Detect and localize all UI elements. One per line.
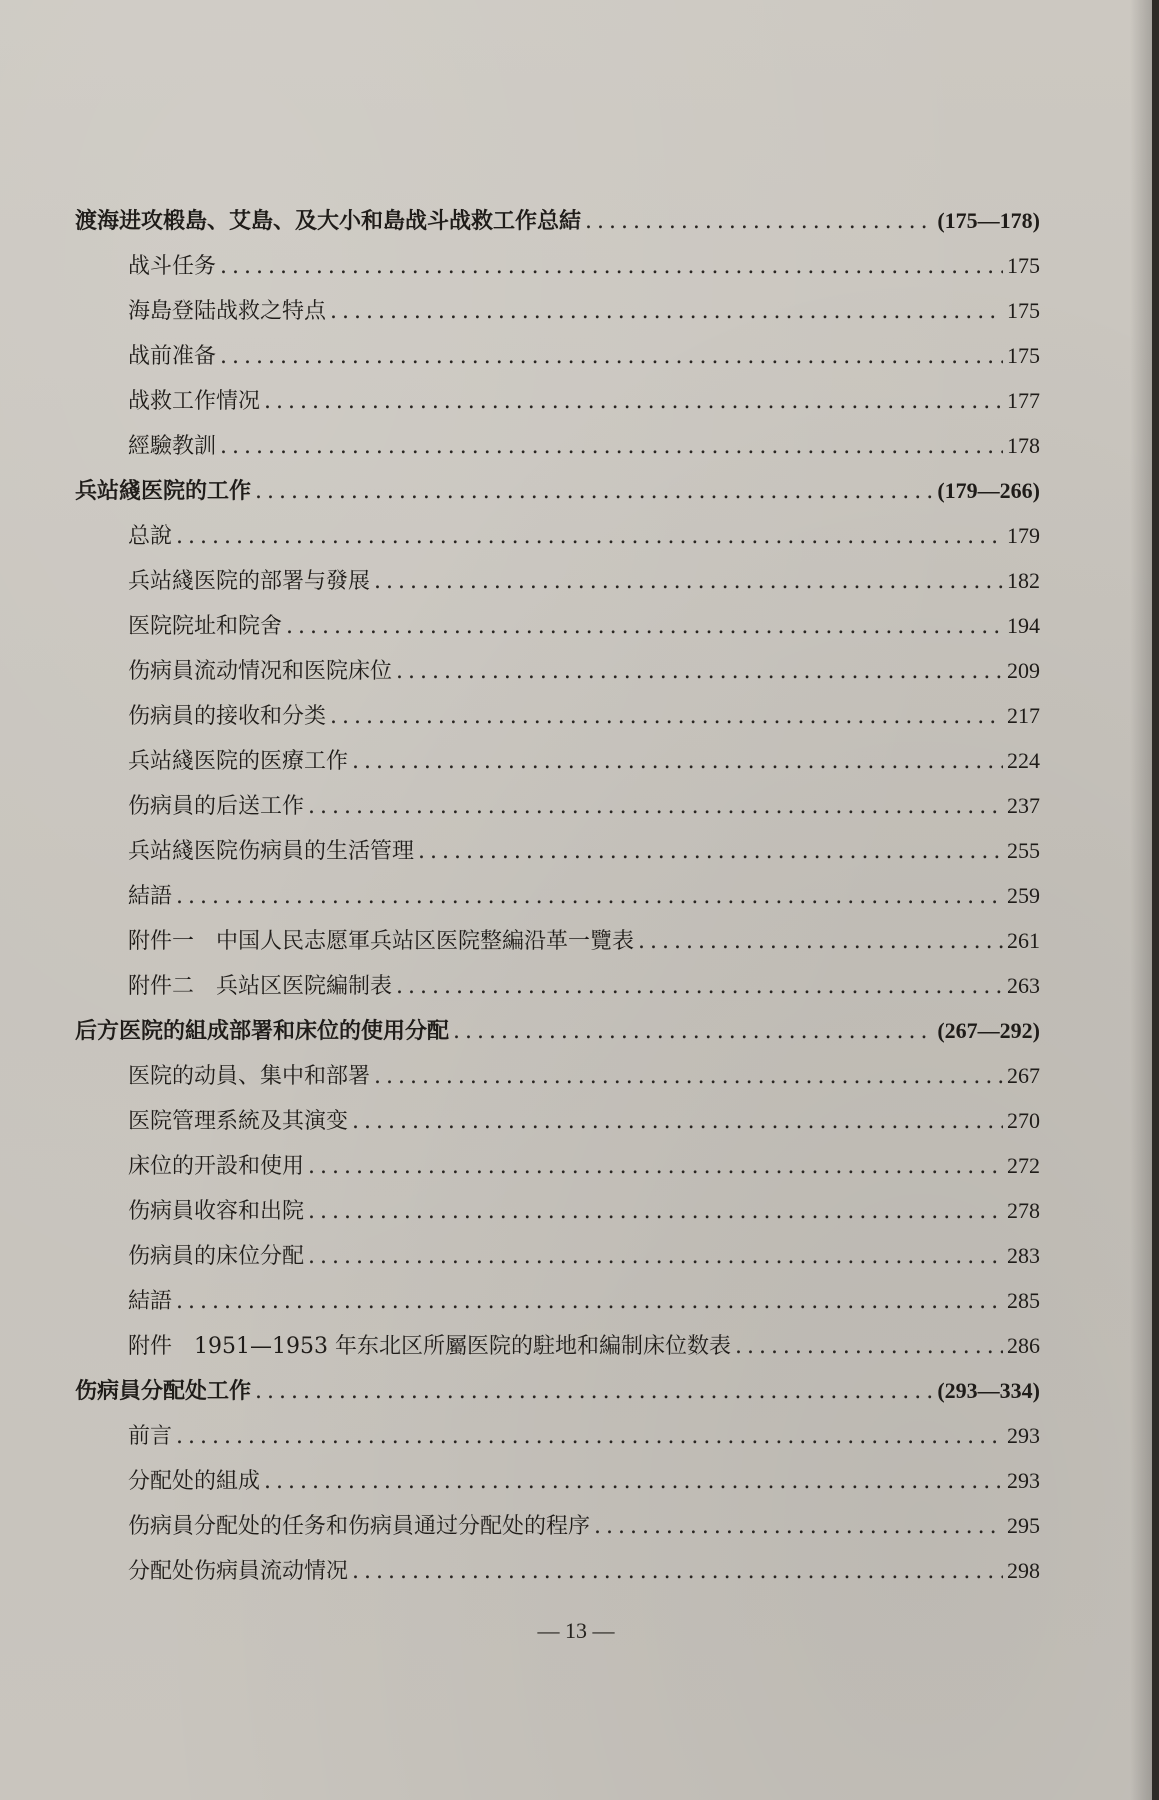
toc-entry-row <box>0 288 1040 333</box>
toc-entry-title: 伤病員的后送工作 <box>128 794 305 819</box>
dot-leader <box>176 874 1003 919</box>
toc-entry-title: 医院管理系統及其演变 <box>128 1109 349 1134</box>
toc-entry-row <box>0 873 1040 918</box>
dot-leader <box>330 694 1003 739</box>
toc-entry-row <box>0 918 1040 963</box>
toc-entry-title: 伤病員分配处的任务和伤病員通过分配处的程序 <box>128 1514 591 1539</box>
dot-leader <box>255 1369 933 1414</box>
toc-entry-title: 分配处伤病員流动情况 <box>128 1559 349 1584</box>
toc-section-row <box>0 1008 1040 1053</box>
toc-entry-title: 分配处的組成 <box>128 1469 261 1494</box>
toc-entry-row <box>0 783 1040 828</box>
dot-leader <box>585 199 933 244</box>
toc-section-row <box>0 468 1040 513</box>
toc-entry-page: 237 <box>1007 793 1040 818</box>
toc-entry-row <box>0 693 1040 738</box>
toc-entry-page: 272 <box>1007 1153 1040 1178</box>
toc-entry-row <box>0 648 1040 693</box>
toc-entry-page: 175 <box>1007 298 1040 323</box>
toc-entry-row <box>0 1233 1040 1278</box>
dot-leader <box>374 1054 1003 1099</box>
toc-entry-page: 295 <box>1007 1513 1040 1538</box>
toc-entry-title: 医院的动員、集中和部署 <box>128 1064 371 1089</box>
toc-section-title: 兵站綫医院的工作 <box>75 478 252 504</box>
toc-section-row <box>0 198 1040 243</box>
table-of-contents <box>0 198 1152 1593</box>
toc-entry-row <box>0 1548 1040 1593</box>
toc-entry-row <box>0 828 1040 873</box>
dot-leader <box>352 1549 1003 1594</box>
toc-entry-page: 217 <box>1007 703 1040 728</box>
toc-entry-page: 175 <box>1007 343 1040 368</box>
toc-entry-page: 194 <box>1007 613 1040 638</box>
toc-entry-title: 前言 <box>128 1424 173 1449</box>
toc-entry-row <box>0 1278 1040 1323</box>
toc-entry-page: 209 <box>1007 658 1040 683</box>
toc-section-page-range: (293—334) <box>937 1378 1040 1403</box>
toc-entry-page: 175 <box>1007 253 1040 278</box>
dot-leader <box>308 1189 1003 1234</box>
dot-leader <box>396 649 1003 694</box>
toc-entry-page: 263 <box>1007 973 1040 998</box>
dot-leader <box>453 1009 933 1054</box>
toc-section-title: 伤病員分配处工作 <box>75 1378 252 1404</box>
dot-leader <box>264 379 1003 424</box>
toc-entry-title: 伤病員的接收和分类 <box>128 704 327 729</box>
toc-entry-page: 278 <box>1007 1198 1040 1223</box>
toc-entry-page: 298 <box>1007 1558 1040 1583</box>
toc-entry-row <box>0 1323 1040 1368</box>
dot-leader <box>308 784 1003 829</box>
toc-entry-row <box>0 243 1040 288</box>
dot-leader <box>176 514 1003 559</box>
toc-entry-title: 总說 <box>128 524 173 549</box>
toc-entry-page: 255 <box>1007 838 1040 863</box>
toc-entry-title: 結語 <box>128 884 173 909</box>
dot-leader <box>308 1144 1003 1189</box>
toc-entry-title: 兵站綫医院伤病員的生活管理 <box>128 839 415 864</box>
toc-entry-title: 战斗任务 <box>128 254 217 279</box>
toc-entry-page: 179 <box>1007 523 1040 548</box>
toc-entry-row <box>0 513 1040 558</box>
dot-leader <box>308 1234 1003 1279</box>
dot-leader <box>220 424 1003 469</box>
dot-leader <box>176 1414 1003 1459</box>
toc-entry-title: 床位的开設和使用 <box>128 1154 305 1179</box>
toc-entry-title: 伤病員收容和出院 <box>128 1199 305 1224</box>
toc-entry-page: 261 <box>1007 928 1040 953</box>
dot-leader <box>220 334 1003 379</box>
toc-entry-title: 医院院址和院舍 <box>128 614 283 639</box>
toc-entry-page: 286 <box>1007 1333 1040 1358</box>
toc-entry-row <box>0 1053 1040 1098</box>
toc-entry-row <box>0 1413 1040 1458</box>
toc-section-title: 后方医院的組成部署和床位的使用分配 <box>75 1018 450 1044</box>
toc-entry-row <box>0 333 1040 378</box>
toc-entry-page: 182 <box>1007 568 1040 593</box>
dot-leader <box>264 1459 1003 1504</box>
toc-entry-title: 附件 1951—1953 年东北区所屬医院的駐地和編制床位数表 <box>128 1334 731 1359</box>
page-number: — 13 — <box>537 1618 615 1643</box>
toc-entry-row <box>0 1143 1040 1188</box>
toc-entry-row <box>0 1503 1040 1548</box>
toc-entry-page: 267 <box>1007 1063 1040 1088</box>
toc-entry-row <box>0 423 1040 468</box>
toc-section-row <box>0 1368 1040 1413</box>
toc-section-page-range: (179—266) <box>937 478 1040 503</box>
toc-entry-page: 283 <box>1007 1243 1040 1268</box>
toc-entry-page: 224 <box>1007 748 1040 773</box>
toc-entry-row <box>0 378 1040 423</box>
dot-leader <box>638 919 1003 964</box>
toc-entry-title: 海島登陆战救之特点 <box>128 299 327 324</box>
toc-entry-title: 战前准备 <box>128 344 217 369</box>
dot-leader <box>735 1324 1003 1369</box>
dot-leader <box>396 964 1003 1009</box>
toc-entry-page: 177 <box>1007 388 1040 413</box>
toc-entry-title: 結語 <box>128 1289 173 1314</box>
toc-entry-row <box>0 738 1040 783</box>
toc-entry-title: 兵站綫医院的医療工作 <box>128 749 349 774</box>
toc-entry-page: 270 <box>1007 1108 1040 1133</box>
toc-entry-title: 兵站綫医院的部署与發展 <box>128 569 371 594</box>
dot-leader <box>286 604 1003 649</box>
toc-section-title: 渡海进攻椴島、艾島、及大小和島战斗战救工作总結 <box>75 208 582 234</box>
dot-leader <box>374 559 1003 604</box>
toc-entry-title: 經驗教訓 <box>128 434 217 459</box>
toc-section-page-range: (267—292) <box>937 1018 1040 1043</box>
toc-entry-title: 附件一 中国人民志愿軍兵站区医院整編沿革一覽表 <box>128 929 635 954</box>
toc-entry-row <box>0 558 1040 603</box>
toc-section-page-range: (175—178) <box>937 208 1040 233</box>
dot-leader <box>330 289 1003 334</box>
toc-entry-row <box>0 603 1040 648</box>
toc-entry-row <box>0 1458 1040 1503</box>
toc-entry-row <box>0 1098 1040 1143</box>
toc-entry-page: 293 <box>1007 1423 1040 1448</box>
dot-leader <box>418 829 1003 874</box>
dot-leader <box>176 1279 1003 1324</box>
toc-entry-row <box>0 963 1040 1008</box>
dot-leader <box>220 244 1003 289</box>
toc-entry-page: 178 <box>1007 433 1040 458</box>
dot-leader <box>352 739 1003 784</box>
dot-leader <box>352 1099 1003 1144</box>
toc-entry-title: 附件二 兵站区医院編制表 <box>128 974 393 999</box>
dot-leader <box>594 1504 1003 1549</box>
toc-entry-title: 伤病員的床位分配 <box>128 1244 305 1269</box>
dot-leader <box>255 469 933 514</box>
toc-entry-page: 259 <box>1007 883 1040 908</box>
toc-entry-page: 293 <box>1007 1468 1040 1493</box>
toc-entry-row <box>0 1188 1040 1233</box>
toc-entry-page: 285 <box>1007 1288 1040 1313</box>
toc-entry-title: 战救工作情况 <box>128 389 261 414</box>
toc-entry-title: 伤病員流动情况和医院床位 <box>128 659 393 684</box>
